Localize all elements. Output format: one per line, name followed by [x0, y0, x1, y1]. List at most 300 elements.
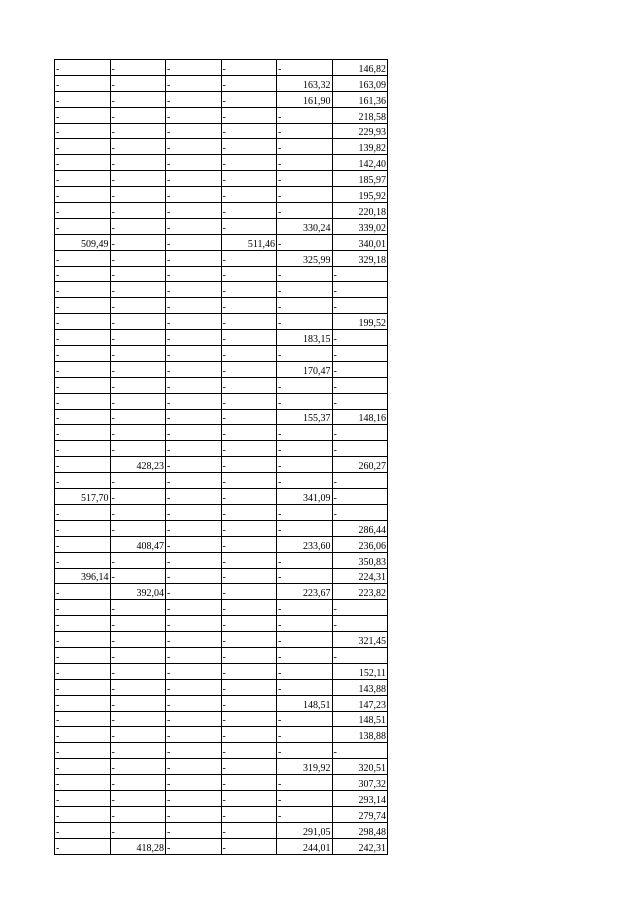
table-cell: -	[221, 600, 277, 616]
table-cell: -	[166, 759, 222, 775]
table-cell: -	[221, 663, 277, 679]
table-cell: -	[110, 139, 166, 155]
table-cell: 152,11	[332, 663, 388, 679]
table-cell: -	[55, 520, 111, 536]
table-cell: 517,70	[55, 489, 111, 505]
table-cell: -	[110, 107, 166, 123]
table-cell: 396,14	[55, 568, 111, 584]
table-cell: -	[221, 218, 277, 234]
table-cell: -	[221, 520, 277, 536]
table-row	[55, 250, 388, 266]
table-cell: -	[277, 473, 333, 489]
table-cell: 199,52	[332, 314, 388, 330]
table-cell: -	[221, 75, 277, 91]
table-cell: -	[221, 616, 277, 632]
table-cell: 224,31	[332, 568, 388, 584]
table-row	[55, 123, 388, 139]
table-cell: -	[55, 552, 111, 568]
table-cell: -	[55, 139, 111, 155]
table-cell: -	[110, 123, 166, 139]
table-cell: -	[277, 377, 333, 393]
table-cell: -	[166, 775, 222, 791]
table-cell: 161,90	[277, 91, 333, 107]
table-cell: 195,92	[332, 187, 388, 203]
table-cell: -	[110, 203, 166, 219]
table-cell: -	[166, 203, 222, 219]
table-cell: 242,31	[332, 838, 388, 854]
table-cell: -	[332, 361, 388, 377]
table-cell: -	[55, 727, 111, 743]
table-cell: -	[221, 203, 277, 219]
table-cell: -	[55, 441, 111, 457]
table-row	[55, 75, 388, 91]
table-row	[55, 790, 388, 806]
table-body	[55, 60, 388, 855]
table-row	[55, 218, 388, 234]
table-cell: -	[55, 314, 111, 330]
table-cell: -	[221, 457, 277, 473]
table-row	[55, 107, 388, 123]
table-row	[55, 632, 388, 648]
table-cell: -	[166, 552, 222, 568]
table-cell: -	[332, 266, 388, 282]
table-cell: -	[110, 568, 166, 584]
table-cell: -	[277, 266, 333, 282]
table-cell: 148,51	[277, 695, 333, 711]
table-cell: -	[55, 123, 111, 139]
table-row	[55, 377, 388, 393]
table-cell: -	[166, 361, 222, 377]
table-cell: -	[55, 218, 111, 234]
table-cell: -	[55, 711, 111, 727]
table-cell: -	[221, 806, 277, 822]
table-cell: -	[221, 775, 277, 791]
table-cell: -	[166, 123, 222, 139]
table-cell: -	[110, 743, 166, 759]
table-row	[55, 616, 388, 632]
table-cell: 161,36	[332, 91, 388, 107]
table-cell: 260,27	[332, 457, 388, 473]
table-cell: -	[332, 330, 388, 346]
table-cell: -	[110, 75, 166, 91]
table-cell: -	[277, 727, 333, 743]
table-row	[55, 425, 388, 441]
table-cell: -	[277, 632, 333, 648]
table-cell: 298,48	[332, 822, 388, 838]
table-cell: -	[221, 584, 277, 600]
table-cell: -	[221, 298, 277, 314]
table-row	[55, 838, 388, 854]
table-cell: -	[55, 822, 111, 838]
table-cell: -	[277, 441, 333, 457]
table-cell: -	[166, 616, 222, 632]
table-cell: -	[277, 775, 333, 791]
table-cell: -	[332, 504, 388, 520]
table-cell: -	[277, 600, 333, 616]
table-row	[55, 473, 388, 489]
table-cell: 244,01	[277, 838, 333, 854]
table-cell: -	[166, 393, 222, 409]
table-cell: -	[221, 330, 277, 346]
table-cell: 286,44	[332, 520, 388, 536]
table-cell: -	[55, 393, 111, 409]
table-cell: -	[277, 60, 333, 76]
table-cell: -	[110, 647, 166, 663]
table-row	[55, 504, 388, 520]
table-row	[55, 91, 388, 107]
table-row	[55, 330, 388, 346]
table-cell: -	[221, 107, 277, 123]
table-cell: -	[55, 107, 111, 123]
table-cell: 279,74	[332, 806, 388, 822]
table-cell: 163,09	[332, 75, 388, 91]
table-cell: -	[166, 330, 222, 346]
table-cell: -	[55, 75, 111, 91]
table-cell: -	[110, 361, 166, 377]
table-cell: -	[166, 489, 222, 505]
table-cell: -	[277, 187, 333, 203]
table-cell: -	[166, 107, 222, 123]
table-row	[55, 361, 388, 377]
table-cell: -	[166, 155, 222, 171]
table-cell: -	[55, 584, 111, 600]
table-cell: -	[277, 552, 333, 568]
table-cell: -	[110, 759, 166, 775]
table-cell: -	[277, 616, 333, 632]
table-cell: 319,92	[277, 759, 333, 775]
table-cell: -	[110, 377, 166, 393]
table-cell: 223,82	[332, 584, 388, 600]
table-row	[55, 298, 388, 314]
table-cell: -	[332, 616, 388, 632]
table-cell: 320,51	[332, 759, 388, 775]
table-cell: -	[221, 171, 277, 187]
table-cell: 340,01	[332, 234, 388, 250]
table-cell: -	[221, 250, 277, 266]
table-row	[55, 647, 388, 663]
table-cell: -	[221, 393, 277, 409]
table-cell: -	[110, 60, 166, 76]
table-cell: -	[332, 282, 388, 298]
table-cell: -	[110, 393, 166, 409]
table-cell: -	[55, 806, 111, 822]
table-cell: -	[277, 393, 333, 409]
table-cell: -	[55, 473, 111, 489]
table-cell: -	[277, 520, 333, 536]
table-cell: -	[166, 727, 222, 743]
table-cell: -	[221, 409, 277, 425]
table-cell: 185,97	[332, 171, 388, 187]
table-cell: 511,46	[221, 234, 277, 250]
table-cell: -	[221, 711, 277, 727]
table-cell: -	[277, 171, 333, 187]
table-cell: -	[166, 711, 222, 727]
table-cell: -	[166, 60, 222, 76]
table-cell: -	[166, 520, 222, 536]
table-cell: -	[110, 504, 166, 520]
table-row	[55, 409, 388, 425]
table-row	[55, 536, 388, 552]
table-cell: -	[221, 695, 277, 711]
data-table	[54, 59, 388, 855]
table-cell: -	[110, 91, 166, 107]
table-row	[55, 393, 388, 409]
table-row	[55, 234, 388, 250]
table-cell: 147,23	[332, 695, 388, 711]
table-cell: -	[166, 457, 222, 473]
table-row	[55, 695, 388, 711]
table-cell: 330,24	[277, 218, 333, 234]
table-cell: -	[55, 155, 111, 171]
table-cell: -	[110, 409, 166, 425]
table-row	[55, 727, 388, 743]
table-cell: -	[277, 234, 333, 250]
table-row	[55, 171, 388, 187]
table-cell: -	[110, 489, 166, 505]
table-cell: -	[55, 679, 111, 695]
table-cell: -	[221, 552, 277, 568]
table-cell: -	[166, 838, 222, 854]
table-cell: -	[55, 504, 111, 520]
table-cell: -	[166, 632, 222, 648]
table-row	[55, 187, 388, 203]
table-cell: -	[55, 330, 111, 346]
table-cell: -	[55, 647, 111, 663]
table-cell: -	[332, 743, 388, 759]
table-cell: -	[55, 60, 111, 76]
table-cell: -	[277, 107, 333, 123]
table-cell: -	[277, 743, 333, 759]
table-cell: -	[166, 743, 222, 759]
table-row	[55, 743, 388, 759]
table-row	[55, 139, 388, 155]
table-cell: -	[55, 838, 111, 854]
table-cell: -	[277, 679, 333, 695]
table-cell: 418,28	[110, 838, 166, 854]
table-cell: -	[166, 600, 222, 616]
table-cell: 146,82	[332, 60, 388, 76]
table-cell: -	[221, 266, 277, 282]
table-cell: -	[110, 600, 166, 616]
table-cell: -	[110, 330, 166, 346]
table-cell: 293,14	[332, 790, 388, 806]
table-cell: 183,15	[277, 330, 333, 346]
table-cell: -	[110, 727, 166, 743]
table-cell: -	[166, 75, 222, 91]
table-cell: -	[221, 123, 277, 139]
table-cell: -	[166, 187, 222, 203]
table-cell: -	[221, 647, 277, 663]
table-cell: -	[55, 663, 111, 679]
table-cell: 148,51	[332, 711, 388, 727]
table-cell: -	[277, 806, 333, 822]
table-cell: -	[55, 187, 111, 203]
table-row	[55, 489, 388, 505]
table-cell: -	[332, 647, 388, 663]
table-cell: -	[277, 457, 333, 473]
table-row	[55, 663, 388, 679]
table-cell: -	[110, 552, 166, 568]
table-cell: -	[277, 203, 333, 219]
table-cell: -	[277, 425, 333, 441]
table-cell: -	[55, 600, 111, 616]
table-cell: -	[166, 806, 222, 822]
table-cell: -	[166, 346, 222, 362]
table-cell: -	[55, 616, 111, 632]
table-cell: 236,06	[332, 536, 388, 552]
table-cell: -	[332, 346, 388, 362]
table-cell: 329,18	[332, 250, 388, 266]
table-cell: -	[55, 377, 111, 393]
table-cell: -	[55, 743, 111, 759]
table-row	[55, 266, 388, 282]
table-cell: 229,93	[332, 123, 388, 139]
table-cell: -	[166, 822, 222, 838]
table-cell: -	[110, 155, 166, 171]
table-cell: -	[110, 234, 166, 250]
table-cell: -	[110, 425, 166, 441]
table-cell: -	[332, 600, 388, 616]
table-cell: -	[166, 425, 222, 441]
table-cell: -	[277, 282, 333, 298]
table-cell: -	[55, 759, 111, 775]
table-row	[55, 60, 388, 76]
table-cell: -	[55, 91, 111, 107]
table-cell: 341,09	[277, 489, 333, 505]
table-cell: -	[332, 377, 388, 393]
table-cell: 325,99	[277, 250, 333, 266]
table-row	[55, 600, 388, 616]
table-cell: -	[221, 361, 277, 377]
table-cell: -	[166, 171, 222, 187]
table-cell: 350,83	[332, 552, 388, 568]
table-cell: -	[221, 759, 277, 775]
table-cell: -	[166, 298, 222, 314]
table-row	[55, 679, 388, 695]
table-cell: -	[55, 250, 111, 266]
table-cell: -	[110, 266, 166, 282]
table-cell: -	[55, 409, 111, 425]
table-cell: -	[55, 361, 111, 377]
table-cell: -	[221, 425, 277, 441]
table-row	[55, 806, 388, 822]
table-cell: 307,32	[332, 775, 388, 791]
table-cell: -	[221, 679, 277, 695]
table-cell: 428,23	[110, 457, 166, 473]
table-cell: -	[166, 679, 222, 695]
table-cell: -	[55, 171, 111, 187]
table-row	[55, 822, 388, 838]
table-cell: -	[277, 790, 333, 806]
table-cell: -	[277, 663, 333, 679]
table-cell: -	[166, 568, 222, 584]
table-cell: -	[110, 775, 166, 791]
table-cell: -	[166, 314, 222, 330]
table-cell: -	[277, 298, 333, 314]
table-cell: -	[221, 139, 277, 155]
table-row	[55, 775, 388, 791]
table-cell: -	[277, 139, 333, 155]
table-cell: 143,88	[332, 679, 388, 695]
table-cell: -	[221, 536, 277, 552]
table-cell: -	[166, 282, 222, 298]
table-cell: -	[332, 425, 388, 441]
table-cell: -	[332, 441, 388, 457]
table-cell: 339,02	[332, 218, 388, 234]
table-cell: -	[221, 282, 277, 298]
table-cell: -	[332, 473, 388, 489]
table-cell: -	[166, 91, 222, 107]
table-cell: -	[55, 346, 111, 362]
table-cell: -	[166, 266, 222, 282]
table-cell: -	[277, 504, 333, 520]
table-cell: -	[221, 91, 277, 107]
table-cell: -	[110, 282, 166, 298]
table-cell: 163,32	[277, 75, 333, 91]
table-row	[55, 457, 388, 473]
table-cell: -	[55, 203, 111, 219]
table-row	[55, 314, 388, 330]
table-cell: -	[110, 346, 166, 362]
table-cell: -	[277, 155, 333, 171]
table-cell: -	[221, 377, 277, 393]
table-cell: 223,67	[277, 584, 333, 600]
table-row	[55, 155, 388, 171]
table-cell: -	[332, 298, 388, 314]
table-cell: -	[110, 520, 166, 536]
table-cell: 170,47	[277, 361, 333, 377]
table-row	[55, 552, 388, 568]
table-cell: -	[110, 663, 166, 679]
table-cell: -	[166, 250, 222, 266]
table-cell: -	[166, 584, 222, 600]
table-cell: -	[110, 441, 166, 457]
table-row	[55, 282, 388, 298]
table-cell: -	[221, 568, 277, 584]
table-cell: -	[55, 790, 111, 806]
table-cell: -	[221, 314, 277, 330]
table-cell: -	[55, 536, 111, 552]
table-cell: -	[166, 218, 222, 234]
table-cell: -	[221, 632, 277, 648]
table-cell: -	[221, 473, 277, 489]
table-cell: 148,16	[332, 409, 388, 425]
table-cell: -	[221, 504, 277, 520]
table-cell: 138,88	[332, 727, 388, 743]
table-cell: -	[55, 695, 111, 711]
table-cell: -	[110, 218, 166, 234]
table-cell: 233,60	[277, 536, 333, 552]
table-row	[55, 203, 388, 219]
table-row	[55, 520, 388, 536]
table-cell: -	[221, 743, 277, 759]
table-row	[55, 759, 388, 775]
table-cell: -	[221, 838, 277, 854]
table-cell: -	[110, 806, 166, 822]
table-cell: -	[221, 155, 277, 171]
table-cell: -	[166, 663, 222, 679]
table-cell: -	[110, 187, 166, 203]
table-cell: -	[221, 727, 277, 743]
table-cell: -	[221, 790, 277, 806]
table-cell: -	[166, 377, 222, 393]
table-cell: -	[221, 346, 277, 362]
table-cell: -	[166, 647, 222, 663]
table-cell: -	[55, 282, 111, 298]
table-cell: -	[277, 647, 333, 663]
table-cell: -	[221, 60, 277, 76]
table-cell: -	[166, 234, 222, 250]
